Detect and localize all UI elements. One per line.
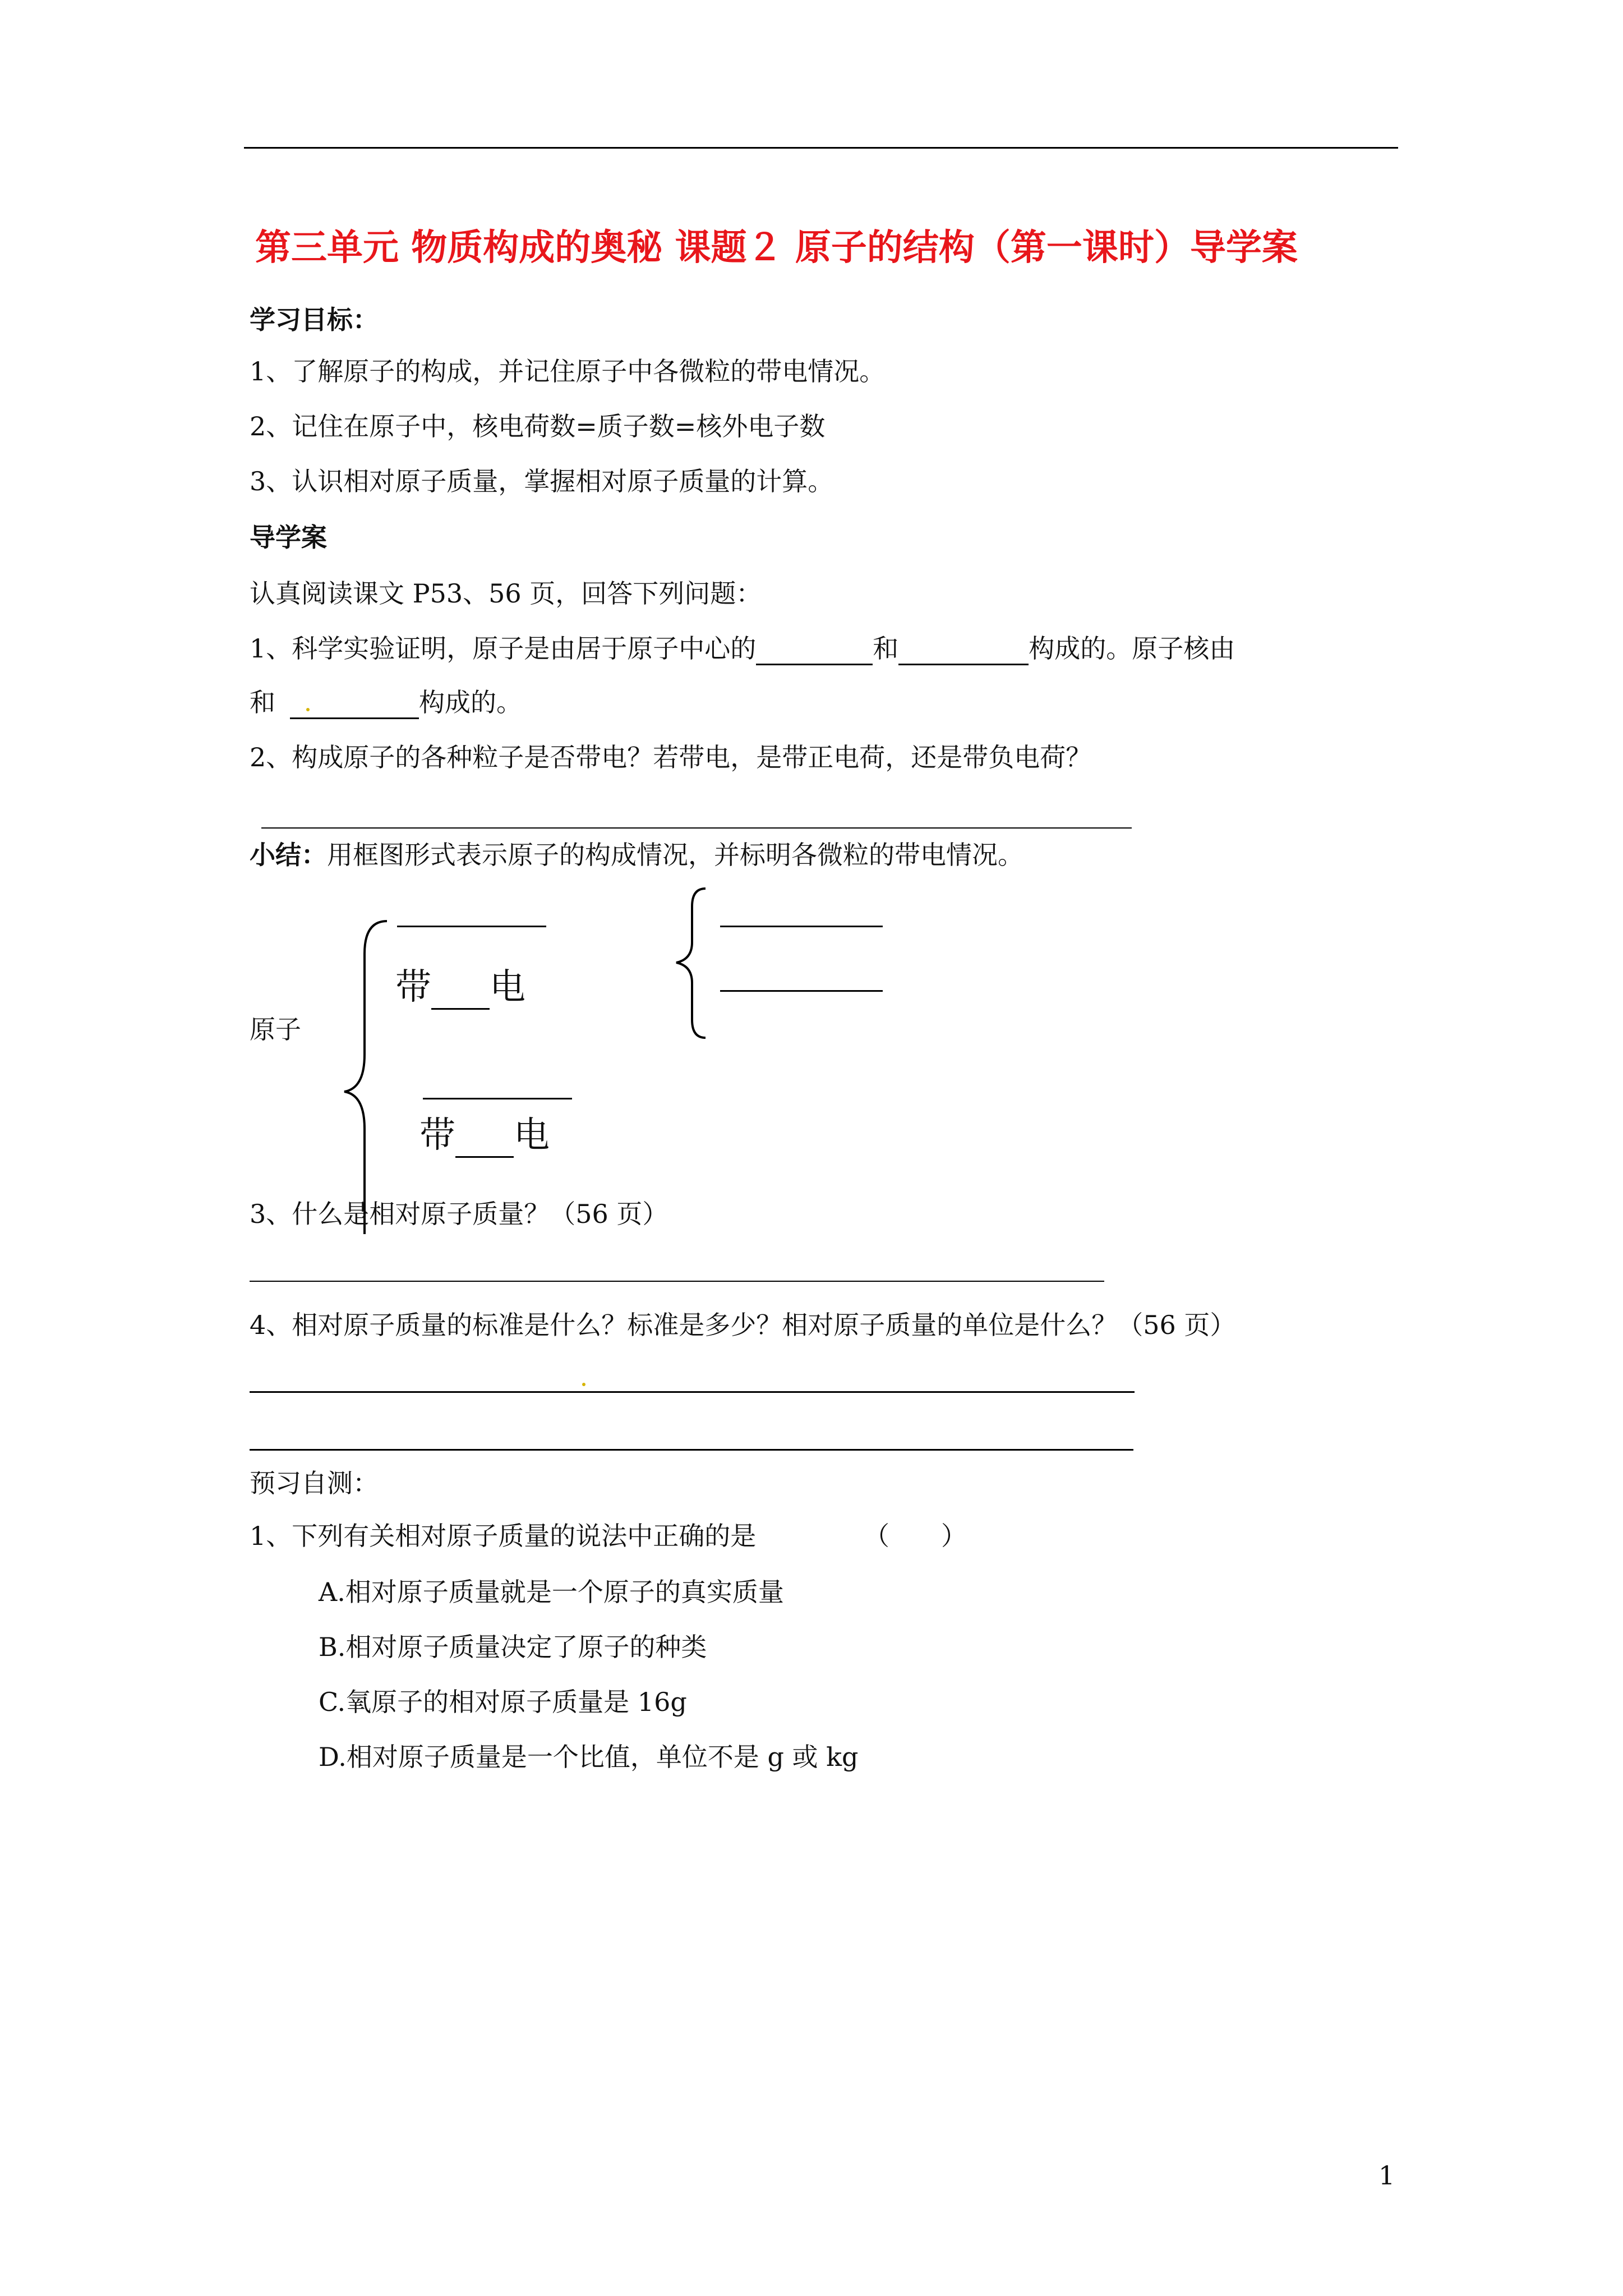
charge-suffix: 电	[490, 967, 525, 1008]
q1-text-c: 构成的。原子核由	[1029, 633, 1235, 664]
option-d[interactable]: D.相对原子质量是一个比值，单位不是 g 或 kg	[319, 1742, 859, 1772]
answer-parentheses[interactable]: （ ）	[864, 1521, 967, 1551]
atom-brace	[336, 920, 398, 1234]
preview-question-1: 1、下列有关相对原子质量的说法中正确的是	[250, 1521, 757, 1551]
q1-text-e: 构成的。	[419, 687, 522, 717]
q1-blank-nucleus-parts[interactable]	[290, 688, 419, 719]
question-1-line-2	[250, 685, 522, 719]
electron-charge-blank[interactable]	[455, 1117, 514, 1158]
nucleus-blank[interactable]	[397, 926, 546, 927]
option-c[interactable]: C.氧原子的相对原子质量是 16g	[319, 1687, 687, 1717]
option-b[interactable]: B.相对原子质量决定了原子的种类	[319, 1632, 707, 1662]
summary-label: 小结：	[250, 840, 327, 870]
stray-mark	[582, 1383, 585, 1386]
question-1-line-1	[250, 632, 1235, 665]
q1-blank-electrons[interactable]	[898, 634, 1029, 665]
page-number: 1	[1378, 2160, 1395, 2191]
nucleus-charge	[395, 958, 525, 1010]
electron-blank[interactable]	[423, 1098, 572, 1099]
nucleus-brace	[672, 887, 717, 1039]
objectives-heading: 学习目标：	[250, 305, 379, 335]
question-2: 2、构成原子的各种粒子是否带电？若带电，是带正电荷，还是带负电荷？	[250, 742, 1092, 772]
question-3: 3、什么是相对原子质量？（56 页）	[250, 1199, 668, 1229]
charge-suffix: 电	[514, 1115, 550, 1156]
objective-item: 1、了解原子的构成，并记住原子中各微粒的带电情况。	[250, 356, 886, 386]
objective-item: 2、记住在原子中，核电荷数=质子数=核外电子数	[250, 411, 826, 441]
objective-item: 3、认识相对原子质量，掌握相对原子质量的计算。	[250, 466, 834, 496]
question-4: 4、相对原子质量的标准是什么？标准是多少？相对原子质量的单位是什么？（56 页）	[250, 1310, 1236, 1340]
summary-text: 用框图形式表示原子的构成情况，并标明各微粒的带电情况。	[327, 840, 1023, 870]
header-rule	[244, 147, 1398, 149]
diagram-root-label: 原子	[250, 1014, 301, 1045]
nucleus-charge-blank[interactable]	[431, 969, 490, 1010]
summary-line	[250, 838, 1023, 872]
answer-line-q2[interactable]	[261, 827, 1132, 829]
option-a[interactable]: A.相对原子质量就是一个原子的真实质量	[319, 1577, 784, 1607]
answer-line-q4-b[interactable]	[250, 1449, 1133, 1451]
q1-text-d: 和	[250, 687, 275, 717]
q1-blank-nucleus[interactable]	[756, 634, 873, 665]
page-title: 第三单元 物质构成的奥秘 课题２ 原子的结构（第一课时）导学案	[255, 227, 1298, 269]
nucleus-part-blank-2[interactable]	[720, 990, 883, 992]
nucleus-part-blank-1[interactable]	[720, 926, 883, 927]
charge-prefix: 带	[395, 967, 431, 1008]
electron-charge	[419, 1106, 550, 1158]
preview-heading: 预习自测：	[250, 1468, 379, 1498]
q1-text-a: 1、科学实验证明，原子是由居于原子中心的	[250, 633, 757, 664]
q1-text-b: 和	[873, 633, 899, 664]
guide-intro: 认真阅读课文 P53、56 页，回答下列问题：	[250, 578, 762, 609]
guide-heading: 导学案	[250, 522, 327, 553]
answer-line-q4-a[interactable]	[250, 1391, 1135, 1393]
charge-prefix: 带	[419, 1115, 455, 1156]
stray-mark	[306, 708, 310, 711]
answer-line-q3[interactable]	[250, 1281, 1104, 1282]
